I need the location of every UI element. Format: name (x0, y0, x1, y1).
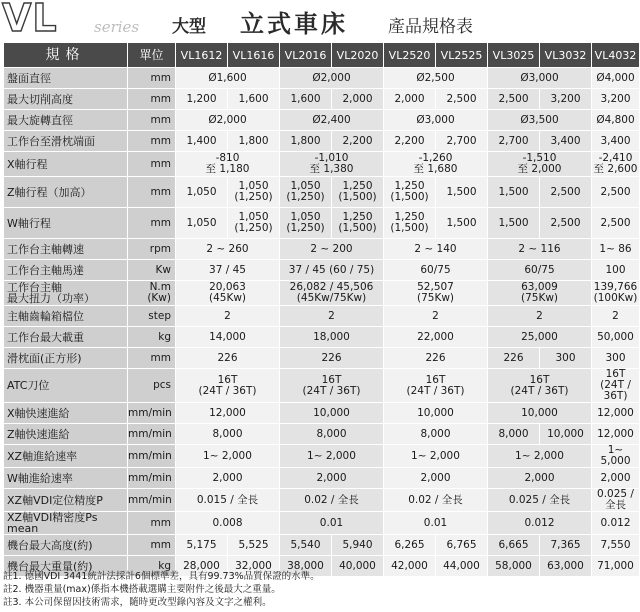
spec-label: ATC刀位 (4, 369, 128, 403)
spec-unit: mm (128, 110, 176, 131)
spec-value: 2 (384, 306, 488, 327)
spec-value: 226 (280, 348, 384, 369)
spec-value: 2,000 (176, 468, 280, 489)
spec-value: 2,500 (488, 89, 540, 110)
spec-value: 2,500 (592, 208, 640, 239)
spec-value: 1~ 2,000 (488, 445, 592, 468)
spec-value: 5,175 (176, 535, 228, 556)
unit-header: 單位 (128, 43, 176, 68)
model-header: VL4032 (592, 43, 640, 68)
spec-value: 20,063 (45Kw) (176, 281, 280, 306)
spec-value: 14,000 (176, 327, 280, 348)
spec-unit: mm/min (128, 489, 176, 512)
spec-value: 60/75 (488, 260, 592, 281)
vl-series-logo (2, 2, 162, 38)
spec-value: 1,050 (1,250) (280, 177, 332, 208)
model-header: VL2525 (436, 43, 488, 68)
spec-row (4, 68, 640, 89)
spec-label: 機台最大重量(約) (4, 556, 128, 577)
spec-value: 2,700 (436, 131, 488, 152)
spec-value: 0.02 / 全長 (280, 489, 384, 512)
spec-value: 2,000 (592, 468, 640, 489)
spec-value: 8,000 (176, 424, 280, 445)
spec-value: 44,000 (436, 556, 488, 577)
model-header: VL2520 (384, 43, 436, 68)
spec-value: 300 (540, 348, 592, 369)
spec-value: 58,000 (488, 556, 540, 577)
spec-value: 18,000 (280, 327, 384, 348)
spec-label: X軸行程 (4, 152, 128, 177)
footnote-2: 註2. 機器重量(max)係指本機搭載選購主要附件之後最大之重量。 (3, 584, 281, 595)
spec-unit: kg (128, 556, 176, 577)
spec-row (4, 535, 640, 556)
spec-value: 1,600 (228, 89, 280, 110)
spec-value: 2,500 (436, 89, 488, 110)
spec-value: 1~ 5,000 (592, 445, 640, 468)
spec-value: 12,000 (592, 403, 640, 424)
spec-value: 0.012 (592, 512, 640, 535)
model-header: VL1612 (176, 43, 228, 68)
table-body (4, 68, 640, 577)
spec-label: 工作台最大載重 (4, 327, 128, 348)
spec-row (4, 327, 640, 348)
spec-value: 28,000 (176, 556, 228, 577)
spec-value: 10,000 (280, 403, 384, 424)
spec-value: 139,766 (100Kw) (592, 281, 640, 306)
model-header: VL1616 (228, 43, 280, 68)
spec-row (4, 110, 640, 131)
spec-value: 16T (24T / 36T) (280, 369, 384, 403)
spec-label: 工作台主軸 最大扭力（功率） (4, 281, 128, 306)
spec-value: 8,000 (384, 424, 488, 445)
logo-vl-text: VL (2, 0, 58, 40)
spec-label: X軸快速進給 (4, 403, 128, 424)
spec-value: 2 ~ 260 (176, 239, 280, 260)
spec-value: 2,500 (540, 177, 592, 208)
spec-value: 42,000 (384, 556, 436, 577)
title-prefix: 大型 (172, 17, 206, 37)
spec-value: 3,200 (540, 89, 592, 110)
spec-row (4, 403, 640, 424)
spec-label: 機台最大高度(約) (4, 535, 128, 556)
spec-value: 38,000 (280, 556, 332, 577)
label-header: 規格 (4, 43, 128, 68)
spec-label: Z軸快速進給 (4, 424, 128, 445)
spec-row (4, 306, 640, 327)
spec-value: 1,500 (436, 177, 488, 208)
spec-value: 1,800 (280, 131, 332, 152)
spec-label: 最大切削高度 (4, 89, 128, 110)
spec-row (4, 260, 640, 281)
spec-value: 16T (24T / 36T) (384, 369, 488, 403)
spec-row (4, 489, 640, 512)
spec-label: 工作台至滑枕端面 (4, 131, 128, 152)
spec-value: 2,000 (332, 89, 384, 110)
spec-value: -1,010 至 1,380 (280, 152, 384, 177)
spec-label: XZ軸VDI定位精度P (4, 489, 128, 512)
spec-value: 63,009 (75Kw) (488, 281, 592, 306)
spec-value: 7,550 (592, 535, 640, 556)
spec-value: Ø4,000 (592, 68, 640, 89)
spec-unit: step (128, 306, 176, 327)
spec-value: 2,000 (384, 89, 436, 110)
table-header-row (4, 43, 640, 68)
spec-value: 10,000 (384, 403, 488, 424)
spec-unit: mm (128, 208, 176, 239)
spec-unit: mm/min (128, 468, 176, 489)
spec-value: 1~ 2,000 (280, 445, 384, 468)
spec-value: 5,525 (228, 535, 280, 556)
spec-unit: mm (128, 68, 176, 89)
spec-value: 6,765 (436, 535, 488, 556)
title-suffix: 產品規格表 (388, 17, 473, 37)
spec-value: 3,200 (592, 89, 640, 110)
spec-unit: mm (128, 512, 176, 535)
spec-value: 2,500 (592, 177, 640, 208)
spec-value: 2,500 (540, 208, 592, 239)
spec-value: 71,000 (592, 556, 640, 577)
spec-unit: pcs (128, 369, 176, 403)
spec-value: 37 / 45 (60 / 75) (280, 260, 384, 281)
spec-value: 3,400 (592, 131, 640, 152)
spec-label: W軸進給速率 (4, 468, 128, 489)
spec-value: 2 ~ 200 (280, 239, 384, 260)
spec-value: 10,000 (488, 403, 592, 424)
spec-value: Ø1,600 (176, 68, 280, 89)
spec-value: Ø3,000 (488, 68, 592, 89)
spec-value: 60/75 (384, 260, 488, 281)
spec-value: 8,000 (280, 424, 384, 445)
spec-value: 12,000 (592, 424, 640, 445)
spec-unit: mm (128, 348, 176, 369)
spec-value: Ø2,000 (280, 68, 384, 89)
spec-value: 1,050 (176, 208, 228, 239)
spec-unit: mm (128, 535, 176, 556)
page-title: 立式車床 (240, 10, 348, 38)
spec-value: Ø2,000 (176, 110, 280, 131)
spec-value: 1,400 (176, 131, 228, 152)
spec-value: 12,000 (176, 403, 280, 424)
model-header: VL2016 (280, 43, 332, 68)
spec-value: 0.008 (176, 512, 280, 535)
spec-value: 32,000 (228, 556, 280, 577)
spec-value: 6,665 (488, 535, 540, 556)
spec-row (4, 281, 640, 306)
spec-unit: mm (128, 152, 176, 177)
spec-value: 5,940 (332, 535, 384, 556)
spec-unit: mm (128, 177, 176, 208)
spec-value: 52,507 (75Kw) (384, 281, 488, 306)
spec-value: Ø3,000 (384, 110, 488, 131)
spec-label: XZ軸進給速率 (4, 445, 128, 468)
spec-value: 226 (488, 348, 540, 369)
spec-label: Z軸行程（加高） (4, 177, 128, 208)
spec-value: 2,200 (332, 131, 384, 152)
spec-value: Ø3,500 (488, 110, 592, 131)
spec-value: 16T (24T / 36T) (592, 369, 640, 403)
spec-row (4, 369, 640, 403)
spec-value: Ø2,400 (280, 110, 384, 131)
spec-value: 1,500 (488, 177, 540, 208)
spec-unit: mm (128, 89, 176, 110)
spec-value: 2 ~ 140 (384, 239, 488, 260)
spec-value: -2,410 至 2,600 (592, 152, 640, 177)
spec-value: 0.025 / 全長 (488, 489, 592, 512)
spec-value: 0.015 / 全長 (176, 489, 280, 512)
spec-value: 2,000 (488, 468, 592, 489)
footnote-1: 註1. 德國VDI 3441統計法採計6個標準差，具有99.73%品質保證的水準。 (3, 571, 320, 582)
spec-value: 10,000 (540, 424, 592, 445)
spec-value: 100 (592, 260, 640, 281)
spec-value: 1,500 (436, 208, 488, 239)
spec-value: 1,250 (1,500) (332, 177, 384, 208)
spec-value: 1,050 (1,250) (228, 208, 280, 239)
spec-value: 63,000 (540, 556, 592, 577)
spec-value: 0.01 (280, 512, 384, 535)
spec-value: 7,365 (540, 535, 592, 556)
spec-value: 226 (176, 348, 280, 369)
spec-value: 16T (24T / 36T) (488, 369, 592, 403)
spec-value: 0.025 / 全長 (592, 489, 640, 512)
spec-value: 2 (592, 306, 640, 327)
spec-row (4, 239, 640, 260)
model-header: VL3032 (540, 43, 592, 68)
spec-value: 1,250 (1,500) (384, 208, 436, 239)
spec-label: 盤面直徑 (4, 68, 128, 89)
logo-series-text: series (94, 18, 140, 36)
spec-value: -1,510 至 2,000 (488, 152, 592, 177)
spec-value: 25,000 (488, 327, 592, 348)
spec-row (4, 348, 640, 369)
model-header: VL2020 (332, 43, 384, 68)
spec-value: 26,082 / 45,506 (45Kw/75Kw) (280, 281, 384, 306)
spec-value: 22,000 (384, 327, 488, 348)
spec-value: 5,540 (280, 535, 332, 556)
model-header: VL3025 (488, 43, 540, 68)
spec-value: 1,500 (488, 208, 540, 239)
spec-value: 1,600 (280, 89, 332, 110)
spec-unit: mm/min (128, 424, 176, 445)
spec-value: 0.012 (488, 512, 592, 535)
spec-value: Ø2,500 (384, 68, 488, 89)
spec-label: 最大旋轉直徑 (4, 110, 128, 131)
spec-row (4, 131, 640, 152)
spec-value: 2 (176, 306, 280, 327)
spec-label: 工作台主軸馬達 (4, 260, 128, 281)
spec-value: 0.01 (384, 512, 488, 535)
spec-value: -1,260 至 1,680 (384, 152, 488, 177)
spec-label: 工作台主軸轉速 (4, 239, 128, 260)
spec-value: 2,000 (384, 468, 488, 489)
spec-label: W軸行程 (4, 208, 128, 239)
spec-label: XZ軸VDI精密度Ps mean (4, 512, 128, 535)
spec-label: 主軸齒輪箱檔位 (4, 306, 128, 327)
spec-value: 1,050 (1,250) (280, 208, 332, 239)
spec-unit: kg (128, 327, 176, 348)
spec-row (4, 424, 640, 445)
spec-value: 1~ 2,000 (176, 445, 280, 468)
spec-row (4, 177, 640, 208)
spec-row (4, 89, 640, 110)
spec-value: 3,400 (540, 131, 592, 152)
spec-value: 37 / 45 (176, 260, 280, 281)
spec-row (4, 512, 640, 535)
spec-value: 1,050 (176, 177, 228, 208)
spec-value: 300 (592, 348, 640, 369)
spec-value: 1,250 (1,500) (332, 208, 384, 239)
spec-value: 1,250 (1,500) (384, 177, 436, 208)
spec-value: 2,700 (488, 131, 540, 152)
spec-value: 40,000 (332, 556, 384, 577)
spec-value: -810 至 1,180 (176, 152, 280, 177)
spec-value: 16T (24T / 36T) (176, 369, 280, 403)
footnotes (3, 570, 639, 609)
spec-unit: mm/min (128, 445, 176, 468)
footnote-3: 註3. 本公司保留因技術需求，隨時更改型錄內容及文字之權利。 (3, 597, 272, 608)
spec-label: 滑枕面(正方形) (4, 348, 128, 369)
spec-value: 1,050 (1,250) (228, 177, 280, 208)
spec-value: 1~ 2,000 (384, 445, 488, 468)
spec-value: 0.02 / 全長 (384, 489, 488, 512)
spec-unit: N.m (Kw) (128, 281, 176, 306)
spec-unit: rpm (128, 239, 176, 260)
spec-value: 2 ~ 116 (488, 239, 592, 260)
spec-value: 8,000 (488, 424, 540, 445)
spec-value: 50,000 (592, 327, 640, 348)
spec-table (3, 42, 640, 577)
spec-value: 2,200 (384, 131, 436, 152)
spec-value: 2 (280, 306, 384, 327)
spec-unit: mm (128, 131, 176, 152)
spec-value: 1~ 86 (592, 239, 640, 260)
spec-value: 6,265 (384, 535, 436, 556)
header (0, 0, 640, 40)
spec-value: 2,000 (280, 468, 384, 489)
spec-value: 226 (384, 348, 488, 369)
spec-value: 2 (488, 306, 592, 327)
spec-unit: mm/min (128, 403, 176, 424)
spec-row (4, 445, 640, 468)
spec-value: 1,800 (228, 131, 280, 152)
spec-row (4, 152, 640, 177)
spec-row (4, 208, 640, 239)
spec-unit: Kw (128, 260, 176, 281)
spec-value: Ø4,800 (592, 110, 640, 131)
spec-row (4, 468, 640, 489)
spec-value: 1,200 (176, 89, 228, 110)
